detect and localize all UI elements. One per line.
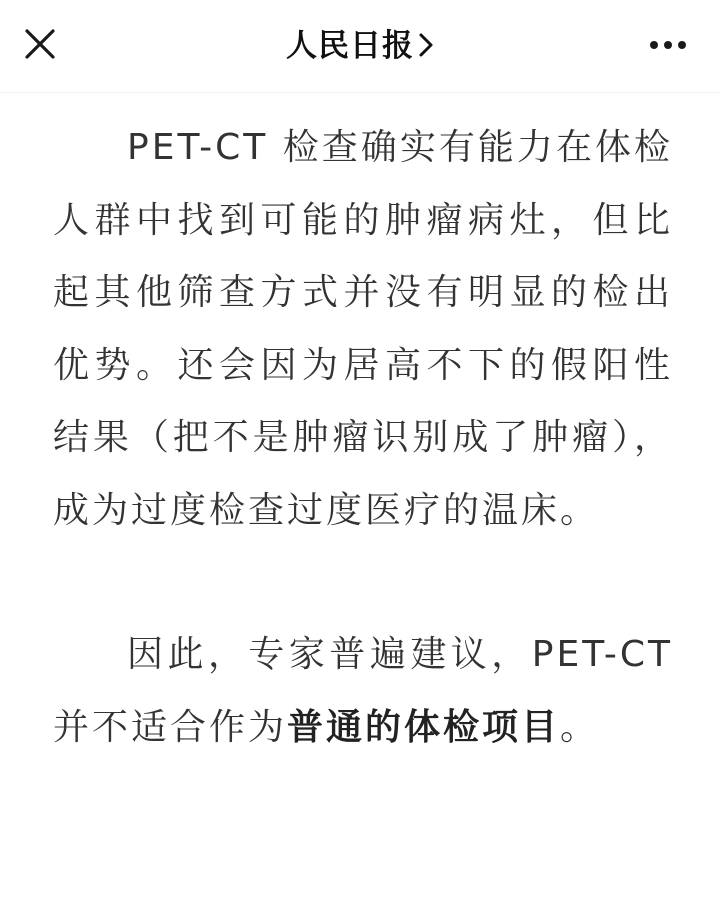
article-body — [53, 112, 673, 764]
top-navigation-bar — [0, 0, 720, 93]
paragraph-2-bold-text: 普通的体检项目 — [287, 706, 561, 748]
more-dots-icon — [646, 30, 690, 60]
article-paragraph-2 — [53, 619, 673, 764]
more-options-button[interactable] — [646, 30, 690, 60]
title-area — [0, 22, 720, 70]
chevron-right-icon — [418, 31, 434, 59]
paragraph-2-text: 因此，专家普遍建议，PET-CT 并不适合作为 — [53, 634, 673, 748]
account-title-button[interactable] — [286, 22, 434, 70]
article-paragraph-1: PET-CT 检查确实有能力在体检人群中找到可能的肿瘤病灶，但比起其他筛查方式并没有明显的检出优势。还会因为居高不下的假阳性结果（把不是肿瘤识别成了肿瘤），成为过度检查过度医疗的温床。 — [53, 127, 673, 531]
account-name: 人民日报 — [286, 28, 414, 64]
paragraph-2-end: 。 — [560, 706, 600, 748]
